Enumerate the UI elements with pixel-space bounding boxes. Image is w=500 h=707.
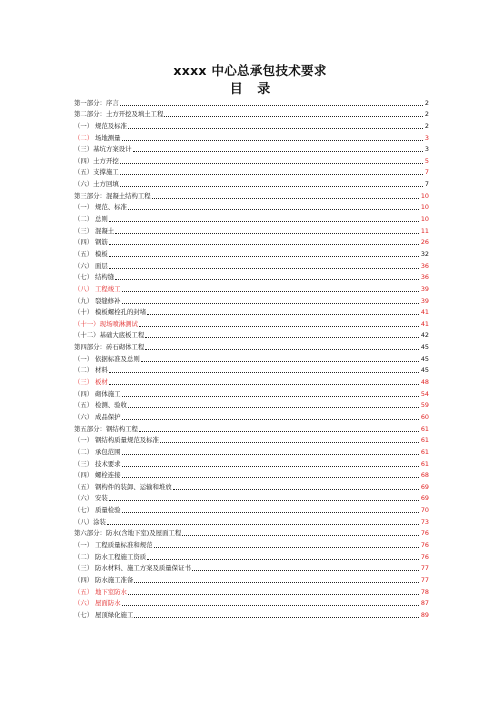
toc-entry[interactable] (74, 340, 429, 352)
toc-entry-page: 76 (420, 540, 429, 549)
dot-leader (145, 337, 419, 338)
toc-entry-number: （一） (74, 436, 94, 445)
toc-entry[interactable] (74, 201, 429, 213)
toc-entry-page: 45 (420, 354, 429, 363)
toc-entry-label: 防水工程施工资质 (95, 552, 147, 561)
toc-entry-label: 钢结构工程 (105, 424, 138, 433)
toc-entry-page: 70 (420, 506, 429, 515)
toc-entry-label: 依据标准及总则 (95, 354, 140, 363)
toc-entry-page: 76 (420, 552, 429, 561)
toc-entry-page: 77 (420, 575, 429, 584)
dot-leader (160, 442, 419, 443)
toc-entry-number: （十） (74, 308, 94, 317)
dot-leader (141, 361, 419, 362)
toc-entry-page: 41 (420, 308, 429, 317)
toc-entry-number: （四） (74, 471, 94, 480)
toc-entry-number: （五） (74, 401, 94, 410)
dot-leader (109, 500, 419, 501)
toc-entry-page: 2 (424, 110, 429, 119)
toc-entry[interactable] (74, 166, 429, 178)
toc-entry-label: 材料 (95, 366, 108, 375)
toc-entry-label: 支撑施工 (93, 168, 119, 177)
toc-entry-page: 32 (420, 249, 429, 258)
toc-entry[interactable] (74, 306, 429, 318)
toc-entry-page: 42 (420, 331, 429, 340)
toc-entry-label: 钢结构质量规范及标准 (95, 436, 159, 445)
toc-entry-page: 68 (420, 471, 429, 480)
toc-entry-label: 板材 (95, 378, 108, 387)
dot-leader (192, 570, 419, 571)
toc-entry-number: （四） (74, 238, 94, 247)
toc-entry[interactable] (74, 212, 429, 224)
dot-leader (122, 140, 423, 141)
toc-entry-page: 89 (420, 610, 429, 619)
toc-entry-page: 36 (420, 261, 429, 270)
toc-entry[interactable] (74, 108, 429, 120)
dot-leader (109, 256, 419, 257)
toc-entry-number: （二） (74, 133, 94, 142)
toc-entry-number: （一） (74, 203, 94, 212)
toc-entry-page: 10 (420, 191, 429, 200)
toc-entry-label: 防水施工准备 (95, 575, 134, 584)
toc-entry[interactable] (74, 585, 429, 597)
table-of-contents (74, 96, 429, 620)
dot-leader (133, 151, 423, 152)
toc-entry[interactable] (74, 562, 429, 574)
toc-entry-page: 2 (424, 98, 429, 107)
toc-entry[interactable] (74, 329, 429, 341)
toc-entry-label: 土方开挖 (93, 156, 119, 165)
dot-leader (122, 512, 419, 513)
toc-entry-number: 第六部分： (74, 529, 106, 538)
dot-leader (109, 244, 419, 245)
toc-entry-number: （三） (74, 145, 94, 154)
toc-entry[interactable] (74, 189, 429, 201)
toc-entry-number: （六） (74, 261, 94, 270)
dot-leader (173, 489, 419, 490)
toc-entry-page: 69 (420, 494, 429, 503)
toc-entry-number: （六） (74, 412, 94, 421)
toc-entry-number: （一） (74, 354, 94, 363)
toc-entry-label: 工程竣工 (95, 284, 121, 293)
toc-entry-page: 76 (420, 529, 429, 538)
toc-entry[interactable] (74, 131, 429, 143)
toc-entry-label: 地下室防水 (95, 587, 127, 596)
toc-entry-page: 7 (424, 168, 429, 177)
dot-leader (107, 524, 419, 525)
dot-leader (122, 396, 419, 397)
toc-entry[interactable] (74, 271, 429, 283)
toc-entry[interactable] (74, 317, 429, 329)
dot-leader (109, 221, 419, 222)
dot-leader (109, 372, 419, 373)
toc-entry[interactable] (74, 154, 429, 166)
toc-entry-label: 质量检验 (95, 506, 121, 515)
toc-entry-number: （六） (74, 494, 94, 503)
dot-leader (120, 174, 423, 175)
toc-entry-number: 第二部分： (74, 110, 106, 119)
toc-entry[interactable] (74, 224, 429, 236)
dot-leader (122, 466, 419, 467)
toc-entry-number: （三） (74, 378, 94, 387)
dot-leader (120, 163, 423, 164)
dot-leader (139, 326, 419, 327)
toc-entry-number: （四） (74, 156, 94, 165)
toc-entry-label: 现场喷淋测试 (99, 319, 138, 328)
toc-entry[interactable] (74, 259, 429, 271)
toc-entry-label: 承包范围 (95, 447, 121, 456)
toc-entry-number: （七） (74, 506, 94, 515)
toc-entry-page: 61 (420, 436, 429, 445)
toc-entry-number: （三） (74, 226, 94, 235)
dot-leader (128, 594, 419, 595)
dot-leader (182, 535, 419, 536)
toc-entry-label: 成品保护 (95, 412, 121, 421)
toc-entry-label: 总则 (95, 215, 108, 224)
toc-entry-label: 安装 (95, 494, 108, 503)
dot-leader (122, 605, 419, 606)
toc-entry-page: 7 (424, 180, 429, 189)
toc-entry-page: 45 (420, 343, 429, 352)
toc-entry-label: 模板螺栓孔的封堵 (95, 308, 147, 317)
toc-entry-page: 59 (420, 401, 429, 410)
toc-entry-label: 涂装 (93, 517, 106, 526)
dot-leader (115, 279, 419, 280)
toc-entry-label: 屋面防水 (95, 599, 121, 608)
toc-entry-label: 砖石砌体工程 (105, 343, 145, 352)
toc-entry[interactable] (74, 177, 429, 189)
toc-entry-number: （十一） (74, 319, 100, 328)
toc-entry-label: 防水材料、施工方案及质量保证书 (95, 564, 191, 573)
toc-entry[interactable] (74, 410, 429, 422)
toc-entry[interactable] (74, 480, 429, 492)
dot-leader (128, 407, 419, 408)
toc-entry[interactable] (74, 282, 429, 294)
toc-entry-number: （七） (74, 273, 94, 282)
toc-entry-page: 3 (424, 145, 429, 154)
toc-entry[interactable] (74, 399, 429, 411)
toc-entry-page: 5 (424, 156, 429, 165)
toc-entry-number: （二） (74, 552, 94, 561)
dot-leader (128, 209, 419, 210)
toc-entry-number: （一） (74, 540, 94, 549)
dot-leader (164, 116, 422, 117)
toc-entry-page: 54 (420, 389, 429, 398)
dot-leader (109, 268, 419, 269)
toc-entry[interactable] (74, 457, 429, 469)
toc-entry-label: 防水(含地下室)及屋面工程 (105, 529, 182, 538)
dot-leader (134, 617, 419, 618)
toc-entry-number: （二） (74, 366, 94, 375)
toc-entry-page: 45 (420, 366, 429, 375)
toc-entry[interactable] (74, 236, 429, 248)
toc-entry-number: （五） (74, 249, 94, 258)
dot-leader (122, 419, 419, 420)
toc-entry-page: 61 (420, 447, 429, 456)
toc-entry-number: （六） (74, 180, 94, 189)
toc-entry-number: 第一部分： (74, 98, 106, 107)
toc-entry-label: 规范及标准 (95, 121, 127, 130)
toc-entry-label: 砌体施工 (95, 389, 121, 398)
toc-entry[interactable] (74, 434, 429, 446)
toc-entry-number: （八） (74, 517, 94, 526)
toc-entry-label: 面层 (95, 261, 108, 270)
toc-entry[interactable] (74, 143, 429, 155)
toc-entry-label: 序言 (105, 98, 119, 107)
toc-entry-page: 10 (420, 203, 429, 212)
toc-entry-number: （四） (74, 389, 94, 398)
dot-leader (122, 303, 419, 304)
toc-entry-number: （五） (74, 482, 94, 491)
toc-entry[interactable] (74, 387, 429, 399)
toc-entry-number: （五） (74, 168, 94, 177)
toc-entry[interactable] (74, 96, 429, 108)
toc-entry-number: （九） (74, 296, 94, 305)
dot-leader (120, 105, 423, 106)
toc-entry[interactable] (74, 445, 429, 457)
toc-entry-page: 26 (420, 238, 429, 247)
toc-entry-label: 土方开挖及填土工程 (105, 110, 164, 119)
toc-entry-page: 60 (420, 412, 429, 421)
toc-entry[interactable] (74, 492, 429, 504)
toc-entry-number: （五） (74, 587, 94, 596)
toc-entry-page: 36 (420, 273, 429, 282)
dot-leader (120, 186, 423, 187)
toc-entry-page: 41 (420, 319, 429, 328)
toc-entry-label: 规范、标准 (95, 203, 127, 212)
toc-entry-label: 结构缝 (95, 273, 115, 282)
toc-entry-number: （三） (74, 459, 94, 468)
toc-entry-label: 检测、验收 (95, 401, 127, 410)
toc-entry-page: 61 (420, 424, 429, 433)
dot-leader (152, 198, 419, 199)
toc-entry-page: 3 (424, 133, 429, 142)
dot-leader (128, 128, 423, 129)
toc-entry-number: （八） (74, 284, 94, 293)
toc-entry[interactable] (74, 294, 429, 306)
toc-entry-number: （一） (74, 121, 94, 130)
toc-entry-number: （二） (74, 447, 94, 456)
toc-entry[interactable] (74, 608, 429, 620)
toc-entry-number: 第三部分： (74, 191, 106, 200)
toc-entry[interactable] (74, 538, 429, 550)
document-title: xxxx 中心总承包技术要求 (173, 63, 327, 78)
toc-entry-label: 技术要求 (95, 459, 121, 468)
toc-entry[interactable] (74, 422, 429, 434)
toc-entry-label: 场地测量 (95, 133, 121, 142)
toc-entry-number: 第五部分： (74, 424, 106, 433)
toc-entry-number: 第四部分： (74, 343, 106, 352)
toc-entry-label: 钢筋 (95, 238, 108, 247)
toc-entry[interactable] (74, 515, 429, 527)
toc-heading: 目 录 (229, 82, 271, 97)
toc-entry[interactable] (74, 375, 429, 387)
toc-entry-page: 11 (420, 226, 429, 235)
toc-entry-page: 39 (420, 284, 429, 293)
dot-leader (147, 559, 419, 560)
toc-entry-label: 裂缝修补 (95, 296, 121, 305)
toc-entry-number: （三） (74, 564, 94, 573)
toc-entry[interactable] (74, 573, 429, 585)
toc-entry[interactable] (74, 364, 429, 376)
dot-leader (122, 477, 419, 478)
toc-entry-number: （二） (74, 215, 94, 224)
toc-entry-label: 土方回填 (93, 180, 119, 189)
dot-leader (109, 384, 419, 385)
toc-entry-page: 39 (420, 296, 429, 305)
toc-entry-label: 模板 (95, 249, 108, 258)
toc-entry-label: 钢构件的装卸、运输和堆放 (95, 482, 172, 491)
toc-entry-number: （七） (74, 610, 94, 619)
toc-entry[interactable] (74, 247, 429, 259)
toc-entry[interactable] (74, 503, 429, 515)
toc-entry-label: 屋顶绿化施工 (95, 610, 134, 619)
toc-entry-label: 基坑方案设计 (93, 145, 132, 154)
dot-leader (134, 582, 419, 583)
dot-leader (154, 547, 419, 548)
toc-entry-label: 基础大底板工程 (99, 331, 145, 340)
toc-entry-label: 混凝土 (95, 226, 115, 235)
toc-entry[interactable] (74, 352, 429, 364)
dot-leader (145, 349, 419, 350)
dot-leader (122, 454, 419, 455)
toc-entry-label: 螺栓连接 (95, 471, 121, 480)
toc-entry[interactable] (74, 597, 429, 609)
toc-entry-page: 10 (420, 215, 429, 224)
toc-entry[interactable] (74, 550, 429, 562)
toc-entry-label: 混凝土结构工程 (105, 191, 151, 200)
toc-entry-page: 48 (420, 378, 429, 387)
dot-leader (147, 314, 419, 315)
toc-entry[interactable] (74, 119, 429, 131)
toc-entry-number: （十二） (74, 331, 100, 340)
toc-entry[interactable] (74, 469, 429, 481)
dot-leader (139, 431, 419, 432)
dot-leader (122, 291, 419, 292)
toc-entry-page: 61 (420, 459, 429, 468)
toc-entry-page: 69 (420, 482, 429, 491)
toc-entry-page: 2 (424, 121, 429, 130)
toc-entry-page: 78 (420, 587, 429, 596)
toc-entry-page: 87 (420, 599, 429, 608)
dot-leader (115, 233, 419, 234)
toc-entry-number: （六） (74, 599, 94, 608)
toc-entry-page: 73 (420, 517, 429, 526)
toc-entry-page: 77 (420, 564, 429, 573)
toc-entry-number: （四） (74, 575, 94, 584)
toc-entry[interactable] (74, 527, 429, 539)
toc-entry-label: 工程质量标准和规范 (95, 540, 153, 549)
